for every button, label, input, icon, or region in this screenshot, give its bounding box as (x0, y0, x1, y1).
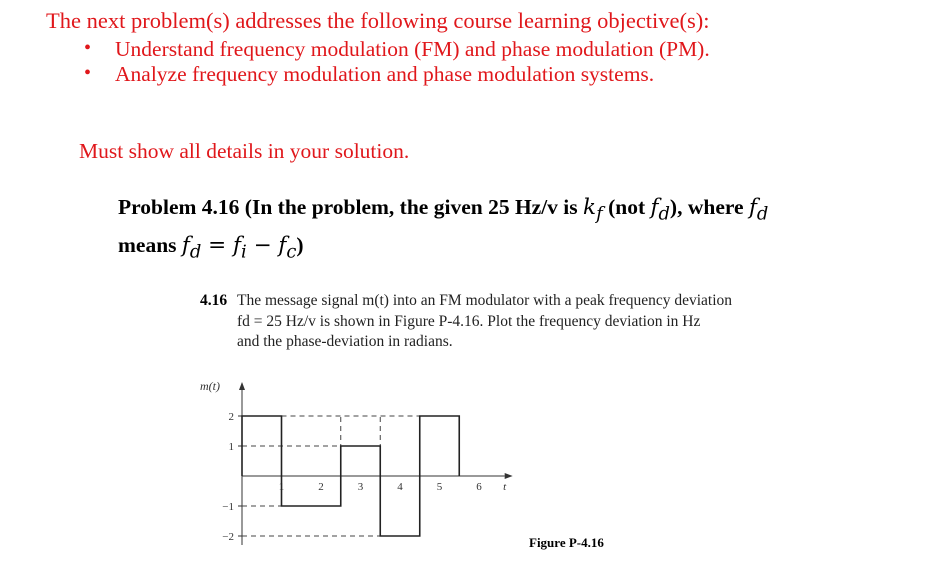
fd-subscript: d (756, 203, 769, 225)
objective-text: Understand frequency modulation (FM) and phase modulation (PM). (115, 37, 710, 61)
x-tick-label: 5 (436, 481, 443, 493)
eq-close: ) (296, 233, 304, 257)
y-axis-arrow-icon (239, 382, 245, 390)
y-tick-label: −2 (222, 531, 234, 543)
equation (181, 233, 297, 263)
problem-title-line2 (118, 233, 304, 262)
book-text-line2: fd = 25 Hz/v is shown in Figure P-4.16. Plot the frequency deviation in Hz (237, 313, 701, 330)
eq-fd-sub: d (189, 241, 202, 263)
eq-equals: = (201, 233, 234, 258)
fd-symbol-2 (748, 195, 769, 225)
x-tick-label: 3 (357, 481, 364, 493)
eq-fi: f (233, 233, 241, 258)
problem-title-prefix: Problem 4.16 (In the problem, the given 25 Hz/v is (118, 195, 578, 219)
kf-subscript: f (596, 203, 603, 225)
x-tick-label: 4 (397, 481, 403, 493)
bullet-icon: • (84, 62, 92, 84)
figure-caption: Figure P-4.16 (529, 535, 604, 550)
x-tick-label: 6 (476, 481, 482, 493)
fd-subscript: d (658, 203, 670, 225)
not-open: (not (608, 195, 646, 219)
eq-fd: f (181, 233, 190, 258)
y-tick-label: 1 (228, 441, 234, 453)
kf-symbol (583, 195, 603, 225)
x-axis-label: t (503, 481, 507, 493)
eq-fc: f (278, 233, 287, 258)
eq-minus: − (246, 233, 279, 258)
x-axis-arrow-icon (505, 473, 513, 479)
book-problem-number: 4.16 (200, 292, 228, 309)
fd-base: f (650, 195, 659, 220)
fd-symbol (650, 195, 670, 225)
eq-fc-sub: c (286, 241, 297, 263)
y-tick-label: −1 (222, 501, 234, 513)
problem-title-line1 (118, 195, 768, 224)
y-tick-label: 2 (228, 411, 234, 423)
x-tick-label: 2 (318, 481, 324, 493)
fd-base: f (748, 195, 757, 220)
means-text: means (118, 233, 177, 257)
bullet-icon: • (84, 37, 92, 59)
where-text: ), where (669, 195, 744, 219)
objectives-heading: The next problem(s) addresses the following course learning objective(s): (46, 8, 710, 33)
x-tick-label: 1 (278, 481, 285, 493)
objective-text: Analyze frequency modulation and phase modulation systems. (115, 62, 655, 86)
book-text-line1: The message signal m(t) into an FM modulator with a peak frequency deviation (237, 292, 733, 309)
book-text-line3: and the phase-deviation in radians. (237, 333, 453, 350)
kf-base: k (583, 195, 597, 220)
eq-fi-sub: i (241, 241, 247, 263)
instruction-text: Must show all details in your solution. (79, 139, 410, 163)
y-axis-label: m(t) (200, 379, 220, 393)
signal-waveform (242, 416, 459, 536)
